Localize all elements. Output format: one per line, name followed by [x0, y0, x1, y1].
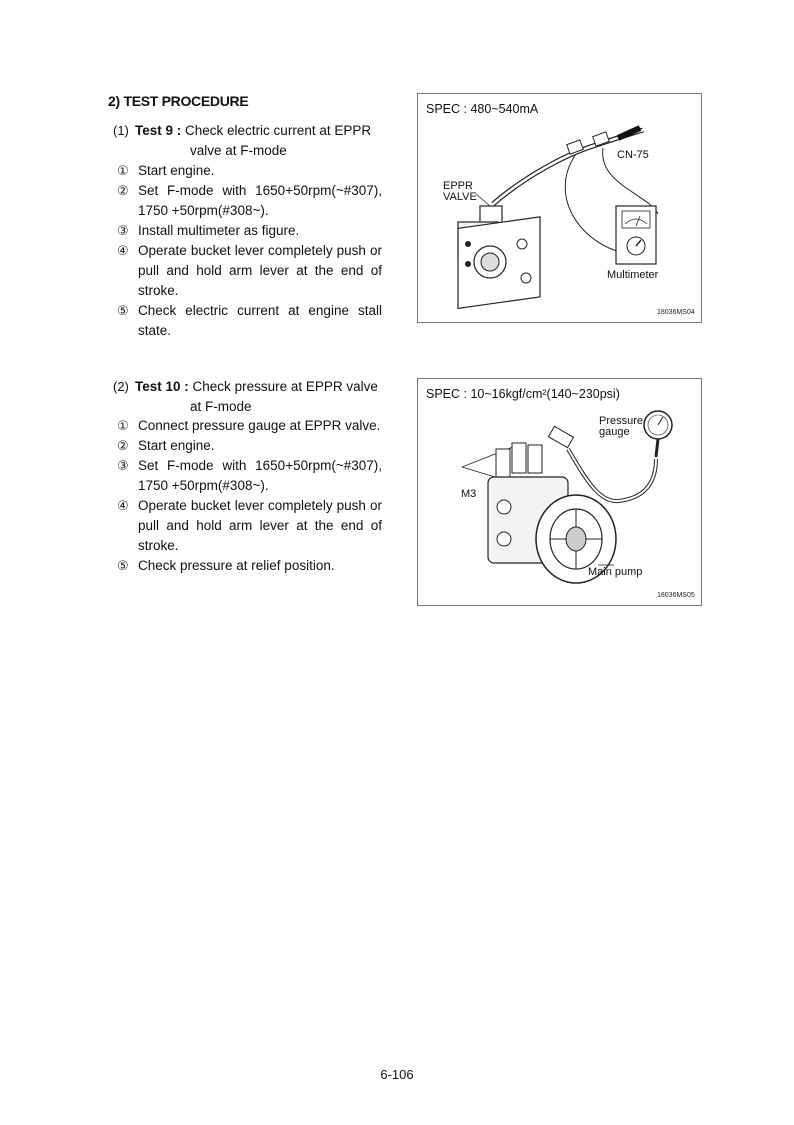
section-title: 2) TEST PROCEDURE [108, 93, 249, 109]
test10-spec: SPEC : 10~16kgf/cm²(140~230psi) [426, 387, 620, 401]
test9-valve-label-2: VALVE [443, 191, 477, 203]
list-item: ① Start engine. [117, 163, 215, 178]
list-item: ④ Operate bucket lever completely push or pull and hold arm lever at the end of stroke. [117, 498, 382, 553]
test10-figure [417, 378, 702, 606]
test10-heading [113, 377, 378, 417]
list-item: ② Set F-mode with 1650+50rpm(~#307), 1750 +50rpm(#308~). [117, 183, 382, 218]
test10-pump-label: Main pump [588, 566, 643, 578]
test9-desc-line2: valve at F-mode [190, 143, 287, 158]
test10-name: Test 10 : [135, 379, 189, 394]
test9-heading [113, 121, 371, 161]
test9-spec: SPEC : 480~540mA [426, 102, 539, 116]
test9-name: Test 9 : [135, 123, 182, 138]
test10-steps [110, 416, 382, 576]
test9-steps [110, 161, 382, 341]
list-item: ⑤ Check electric current at engine stall state. [117, 303, 382, 338]
test10-gauge-label-1: Pressure [599, 415, 644, 427]
test9-desc-line1: Check electric current at EPPR [185, 123, 372, 138]
test10-number: (2) [113, 379, 129, 394]
test9-number: (1) [113, 123, 129, 138]
test9-illustration [418, 94, 701, 322]
test10-gauge-label-2: gauge [599, 426, 630, 438]
test10-figure-code: 18036MS05 [657, 592, 695, 599]
test10-m3-label: M3 [461, 488, 477, 500]
list-item: ④ Operate bucket lever completely push or pull and hold arm lever at the end of stroke. [117, 243, 382, 298]
list-item: ⑤ Check pressure at relief position. [117, 558, 335, 573]
test10-desc-line1: Check pressure at EPPR valve [192, 379, 378, 394]
list-item: ③ Install multimeter as figure. [117, 223, 300, 238]
list-item: ③ Set F-mode with 1650+50rpm(~#307), 1750 +50rpm(#308~). [117, 458, 382, 493]
test10-desc-line2: at F-mode [190, 399, 252, 414]
test9-figure-code: 18036MS04 [657, 309, 695, 316]
list-item: ② Start engine. [117, 438, 215, 453]
test9-connector-label: CN-75 [617, 149, 649, 161]
test9-valve-label-1: EPPR [443, 180, 473, 192]
list-item: ① Connect pressure gauge at EPPR valve. [117, 418, 381, 433]
test9-meter-label: Multimeter [607, 269, 659, 281]
page-number: 6-106 [380, 1067, 414, 1082]
test9-figure [417, 93, 702, 323]
